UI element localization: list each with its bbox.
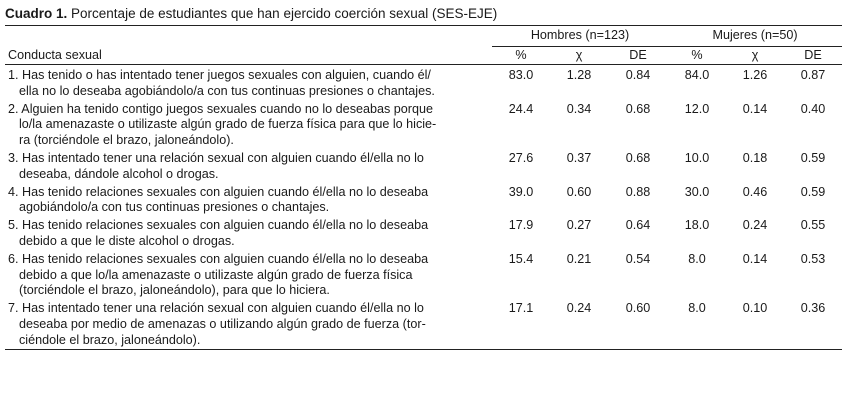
table-row [5,183,842,217]
table-row [5,65,842,100]
row-description [5,149,492,183]
description-line: deseaba por medio de amenazas o utilizando algún grado de fuerza (tor- [19,316,426,331]
cell-m-chi: 0.24 [742,218,768,233]
description-line: deseaba, dándole alcohol o drogas. [19,166,219,181]
cell-h-de: 0.54 [625,251,651,266]
row-header-conducta: Conducta sexual [5,47,492,65]
cell-h-chi: 0.34 [566,101,592,116]
description-line: ciéndole el brazo, jaloneándolo). [19,332,201,347]
description-line: 1. Has tenido o has intentado tener juegos sexuales con alguien, cuando él/ [8,68,431,82]
cell-m-de: 0.59 [800,184,826,199]
cell-m-chi: 0.14 [742,101,768,116]
cell-m-de: 0.59 [800,150,826,165]
cell-m-pct: 12.0 [684,101,710,116]
cell-h-chi: 1.28 [566,68,592,82]
cell-h-de: 0.84 [625,68,651,82]
group-header-hombres: Hombres (n=123) [492,26,668,47]
table-caption [5,5,842,25]
description-line: 5. Has tenido relaciones sexuales con alguien cuando él/ella no lo deseaba [8,218,429,233]
row-description [5,216,492,250]
cell-m-chi: 0.46 [742,184,768,199]
cell-h-chi: 0.27 [566,218,592,233]
cell-h-pct: 17.1 [492,299,550,349]
cell-m-de: 0.36 [784,299,842,349]
description-line: ra (torciéndole el brazo, jaloneándolo). [19,133,234,148]
group-header-row [5,26,842,47]
description-line: 4. Has tenido relaciones sexuales con alguien cuando él/ella no lo deseaba [8,184,429,199]
cell-m-chi: 1.26 [742,68,768,82]
description-line: agobiándolo/a con tus continuas presiones o chantajes. [19,200,330,215]
cell-m-chi: 0.18 [742,150,768,165]
cell-m-chi: 0.10 [726,299,784,349]
cell-m-de: 0.87 [800,68,826,82]
cell-m-pct: 10.0 [684,150,710,165]
data-table [5,26,842,350]
table-row [5,216,842,250]
cell-h-pct: 39.0 [508,184,534,199]
description-line: 7. Has intentado tener una relación sexual con alguien cuando él/ella no lo [8,301,424,316]
table-row [5,149,842,183]
cell-m-de: 0.53 [800,251,826,266]
row-description [5,250,492,299]
table-row [5,299,842,349]
cell-h-pct: 27.6 [508,150,534,165]
col-header-m-de: DE [784,47,842,65]
row-description [5,100,492,149]
description-line: 6. Has tenido relaciones sexuales con alguien cuando él/ella no lo deseaba [8,251,429,266]
cell-m-pct: 8.0 [668,299,726,349]
description-line: ella no lo deseaba agobiándolo/a con tus continuas presiones o chantajes. [19,83,435,98]
cell-h-pct: 17.9 [508,218,534,233]
cell-m-pct: 18.0 [684,218,710,233]
cell-h-chi: 0.37 [566,150,592,165]
cell-m-pct: 8.0 [688,251,706,266]
description-line: 3. Has intentado tener una relación sexual con alguien cuando él/ella no lo [8,150,424,165]
column-header-row [5,47,842,65]
description-line: 2. Alguien ha tenido contigo juegos sexuales cuando no lo deseabas porque [8,101,434,116]
cell-m-pct: 30.0 [684,184,710,199]
cell-h-de: 0.88 [625,184,651,199]
group-header-mujeres: Mujeres (n=50) [668,26,842,47]
table-row [5,100,842,149]
cell-h-pct: 24.4 [508,101,534,116]
cell-h-de: 0.68 [625,101,651,116]
table-row [5,250,842,299]
col-header-h-pct: % [492,47,550,65]
caption-title: Porcentaje de estudiantes que han ejercido coerción sexual (SES-EJE) [71,6,498,21]
row-description [5,183,492,217]
cell-h-de: 0.60 [608,299,668,349]
row-description [5,299,492,349]
row-description [5,65,492,100]
cell-m-de: 0.40 [800,101,826,116]
cell-h-chi: 0.24 [550,299,608,349]
description-line: lo/la amenazaste o utilizaste algún grado de fuerza física para que lo hicie- [19,117,437,132]
cell-m-chi: 0.14 [742,251,768,266]
cell-h-chi: 0.21 [566,251,592,266]
description-line: debido a que lo/la amenazaste o utilizaste algún grado de fuerza física [19,267,413,282]
col-header-h-de: DE [608,47,668,65]
cell-m-pct: 84.0 [684,68,710,82]
cell-m-de: 0.55 [800,218,826,233]
cell-h-de: 0.64 [625,218,651,233]
col-header-m-pct: % [668,47,726,65]
cell-h-chi: 0.60 [566,184,592,199]
cell-h-de: 0.68 [625,150,651,165]
cell-h-pct: 83.0 [508,68,534,82]
col-header-m-chi: χ [726,47,784,65]
col-header-h-chi: χ [550,47,608,65]
caption-label: Cuadro 1. [5,6,68,21]
description-line: (torciéndole el brazo, jaloneándolo), para que lo hiciera. [19,283,330,298]
cell-h-pct: 15.4 [508,251,534,266]
description-line: debido a que le diste alcohol o drogas. [19,233,235,248]
